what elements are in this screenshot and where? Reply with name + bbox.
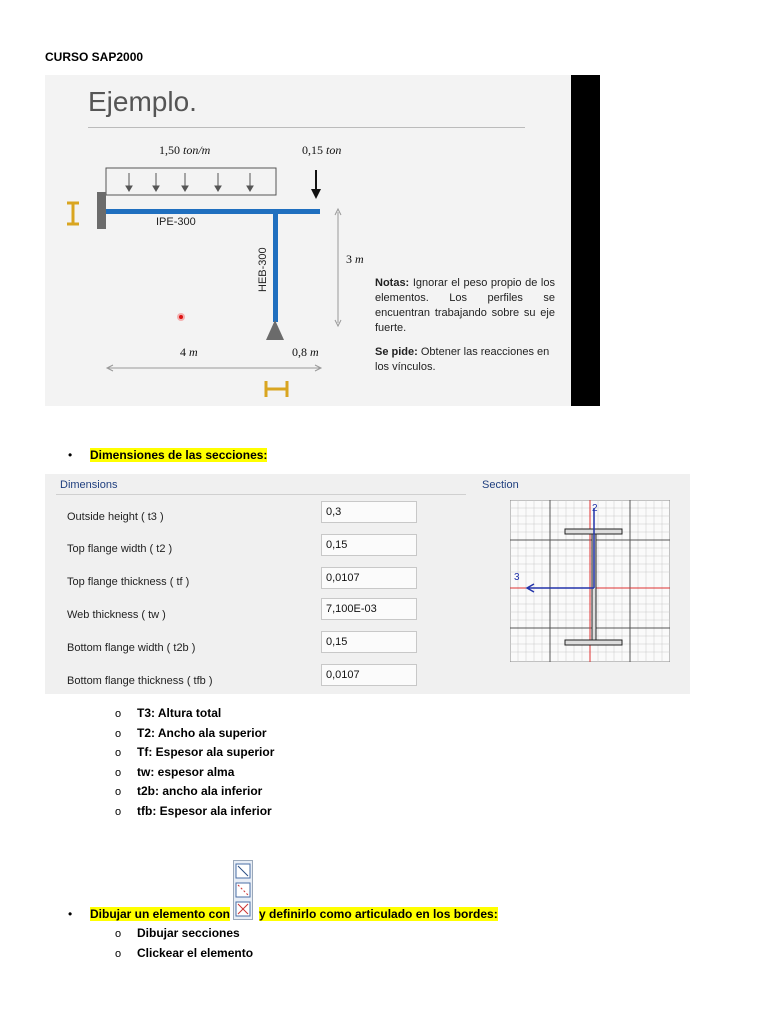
slide-title: Ejemplo. (88, 86, 197, 117)
dim-label-t2b: Bottom flange width ( t2b ) (67, 642, 196, 654)
list-item: o Tf: Espesor ala superior (115, 745, 275, 759)
slide-notes (375, 276, 555, 375)
point-load-label: 0,15 ton (302, 143, 342, 157)
dim-input-t2[interactable]: 0,15 (321, 534, 417, 556)
dim-label-tw: Web thickness ( tw ) (67, 609, 166, 621)
bullet-2-marker: • (68, 907, 73, 921)
dim-label-t3: Outside height ( t3 ) (67, 511, 164, 523)
definitions-list (115, 706, 274, 823)
list-item: o tfb: Espesor ala inferior (115, 803, 272, 818)
dim-input-t3[interactable]: 0,3 (321, 501, 417, 523)
bullet-1-marker: • (68, 448, 73, 462)
fixed-support-icon (97, 192, 106, 229)
list-item: o Dibujar secciones (115, 926, 240, 940)
distributed-load-arrows (126, 173, 253, 191)
notes-paragraph: Notas: Ignorar el peso propio de los elementos. Los perfiles se encuentran trabajando sobre su eje fuerte. (375, 277, 555, 334)
dim-input-tfb[interactable]: 0,0107 (321, 664, 417, 686)
bullet-draw-element-after: y definirlo como articulado en los bordes: (259, 907, 498, 921)
span-left-label: 4 m (180, 345, 198, 359)
dimensions-heading: Dimensions (60, 479, 118, 491)
slide-black-bar (571, 75, 600, 406)
section-heading: Section (482, 479, 519, 491)
dim-label-tfb: Bottom flange thickness ( tfb ) (67, 675, 213, 687)
dim-label-tf: Top flange thickness ( tf ) (67, 576, 190, 588)
list-item: o T3: Altura total (115, 706, 222, 720)
request-paragraph: Se pide: Obtener las reacciones en los vínculos. (375, 346, 550, 373)
column-profile-label: HEB-300 (257, 247, 269, 292)
beam (106, 209, 320, 214)
pin-support-icon (266, 320, 284, 340)
steps-list (115, 926, 253, 965)
hbeam-icon (266, 381, 287, 397)
frame-release-toolbar-icon[interactable] (233, 860, 253, 920)
dim-label-t2: Top flange width ( t2 ) (67, 543, 173, 555)
axis-2-label: 2 (592, 503, 598, 514)
section-preview (510, 500, 670, 662)
list-item: o Clickear el elemento (115, 945, 254, 960)
list-item: o T2: Ancho ala superior (115, 725, 267, 740)
distributed-load-label: 1,50 ton/m (159, 143, 211, 157)
height-label: 3 m (346, 252, 364, 266)
column (273, 212, 278, 322)
bullet-draw-element-before: Dibujar un elemento con (90, 907, 231, 921)
list-item: o tw: espesor alma (115, 764, 235, 779)
beam-profile-label: IPE-300 (156, 216, 196, 228)
bullet-dimensions: Dimensiones de las secciones: (90, 448, 268, 462)
document-header: CURSO SAP2000 (45, 50, 144, 64)
dim-input-tw[interactable]: 7,100E-03 (321, 598, 417, 620)
ibeam-icon (67, 203, 79, 224)
dim-input-t2b[interactable]: 0,15 (321, 631, 417, 653)
span-right-label: 0,8 m (292, 345, 319, 359)
axis-3-label: 3 (514, 572, 520, 583)
dim-input-tf[interactable]: 0,0107 (321, 567, 417, 589)
list-item: o t2b: ancho ala inferior (115, 784, 263, 798)
